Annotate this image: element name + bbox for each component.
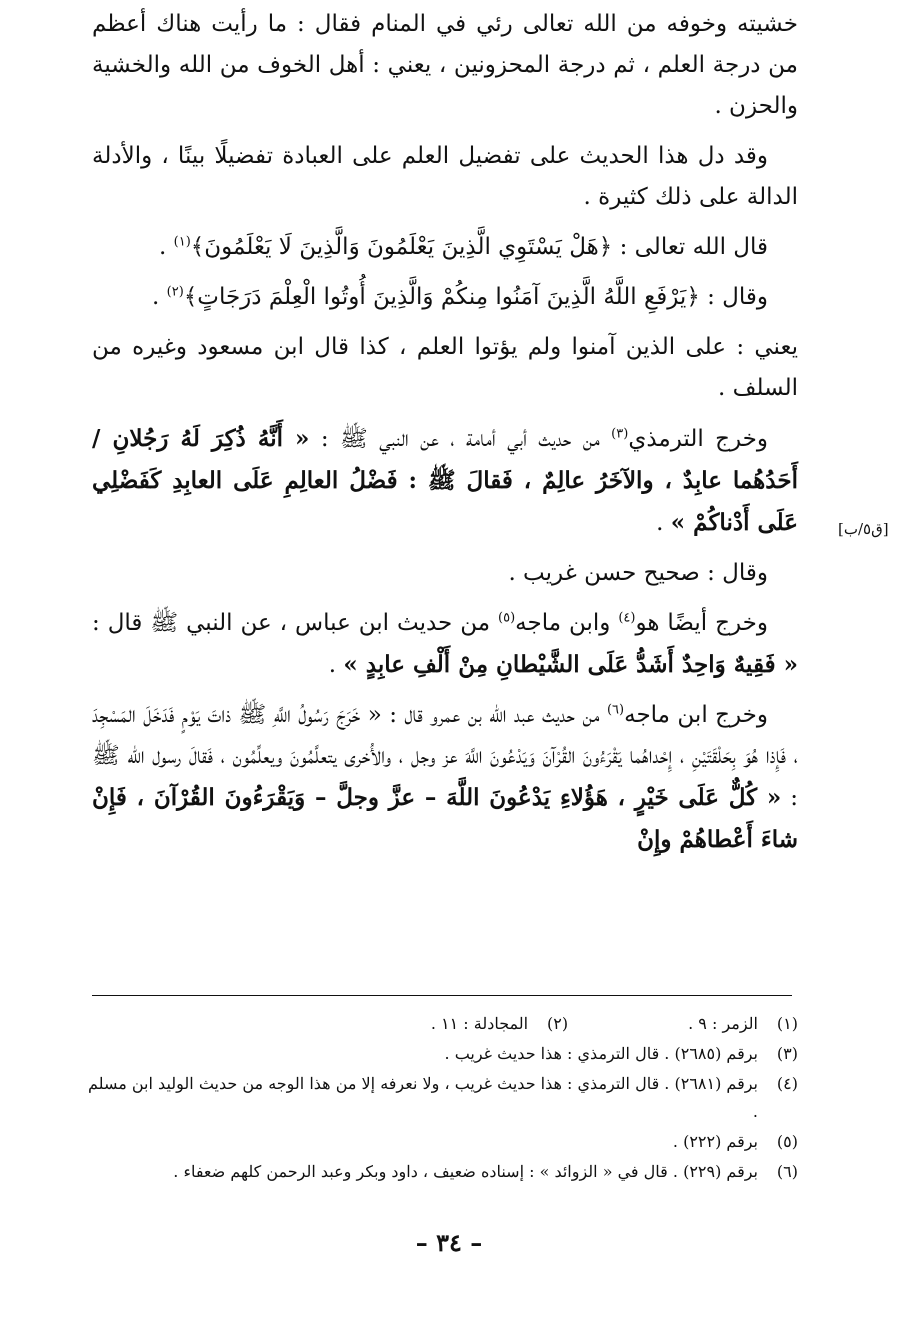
footnote-number: (١) <box>776 1014 798 1033</box>
manuscript-folio-marker: [ق٥/ب] <box>838 520 889 538</box>
footnote <box>88 1128 798 1156</box>
hadith-quote: « كُلٌّ عَلَى خَيْرٍ ، هَؤُلاءِ يَدْعُونَ اللَّهَ – عزَّ وجلَّ – وَيَقْرَءُونَ القُرْآنَ ، فَإِنْ شاءَ أَعْطاهُمْ وإِنْ <box>92 784 798 853</box>
hadith-quote: « أَنَّهُ ذُكِرَ لَهُ رَجُلانِ / أَحَدُهُما عابِدٌ ، والآخَرُ عالِمٌ ، فَقالَ ﷺ : فَضْلُ العالِمِ عَلَى العابِدِ كَفَضْلِي عَلَى أَدْناكُمْ » <box>92 425 798 536</box>
hadith-quote: « فَقِيهٌ وَاحِدٌ أَشَدُّ عَلَى الشَّيْطانِ مِنْ أَلْفِ عابِدٍ » <box>343 651 798 678</box>
paragraph <box>92 695 798 861</box>
text-run: من حديث أبي أمامة ، عن النبي ﷺ : <box>309 426 612 452</box>
paragraph <box>92 4 798 127</box>
text-run: من حديث ابن عباس ، عن النبي ﷺ قال : <box>92 610 498 636</box>
paragraph <box>92 418 798 544</box>
text-run: ﴿هَلْ يَسْتَوِي الَّذِينَ يَعْلَمُونَ وَالَّذِينَ لَا يَعْلَمُونَ﴾ <box>190 234 613 260</box>
footnote-ref: (٤) <box>618 610 636 626</box>
footnote <box>88 1040 798 1068</box>
footnote-number: (٦) <box>776 1162 798 1181</box>
footnotes <box>88 1010 798 1188</box>
footnote-row <box>88 1010 798 1038</box>
footnote-ref: (٢) <box>166 284 184 300</box>
text-run: وخرج الترمذي <box>628 426 768 452</box>
footnote-ref: (١) <box>173 234 191 250</box>
footnote-text: برقم (٢٢٢) . <box>672 1132 758 1151</box>
footnote-text: المجادلة : ١١ . <box>430 1014 529 1033</box>
footnote-ref: (٦) <box>606 702 625 718</box>
footnote <box>431 1010 568 1038</box>
text-run: وقد دل هذا الحديث على تفضيل العلم على العبادة تفضيلًا بينًا ، والأدلة الدالة على ذلك كثيرة . <box>92 143 798 210</box>
paragraph <box>92 603 798 686</box>
footnote-separator <box>92 995 792 996</box>
footnote-number: (٤) <box>776 1074 798 1093</box>
text-run: . <box>328 652 344 678</box>
text-run: . <box>152 284 167 310</box>
footnote <box>88 1158 798 1186</box>
footnote <box>688 1010 798 1038</box>
paragraph <box>92 136 798 218</box>
text-run: وخرج ابن ماجه <box>624 702 768 728</box>
footnote-text: برقم (٢٦٨١) . قال الترمذي : هذا حديث غريب ، ولا نعرفه إلا من هذا الوجه من حديث الوليد ابن مسلم . <box>88 1074 758 1121</box>
paragraph <box>92 227 798 268</box>
footnote-ref: (٥) <box>498 610 516 626</box>
footnote-number: (٢) <box>547 1014 569 1033</box>
footnote <box>88 1070 798 1126</box>
text-run: من حديث عبد الله بن عمرو قال : « خَرَجَ رَسُولُ اللَّهِ ﷺ ذاتَ يَوْمٍ فَدَخَلَ المَسْجِدَ ، فَإِذا هُوَ بِحَلْقَتَيْنِ ، إِحْداهُما يَقْرَءُونَ القُرْآنَ وَيَدْعُونَ اللَّهَ عز وجل ، والأُخرى يتعلَّمُونَ ويعلِّمُون ، فَقالَ رسول الله ﷺ : <box>92 702 799 811</box>
footnote-text: الزمر : ٩ . <box>688 1014 758 1033</box>
paragraph <box>92 277 798 318</box>
text-run: قال الله تعالى : <box>612 234 768 260</box>
text-run: ﴿يَرْفَعِ اللَّهُ الَّذِينَ آمَنُوا مِنكُمْ وَالَّذِينَ أُوتُوا الْعِلْمَ دَرَجَاتٍ﴾ <box>183 284 700 310</box>
text-run: وابن ماجه <box>515 610 619 636</box>
footnote-number: (٣) <box>776 1044 798 1063</box>
main-text <box>92 4 798 870</box>
paragraph <box>92 553 798 594</box>
text-run: . <box>656 510 671 536</box>
paragraph <box>92 327 798 409</box>
text-run: وخرج أيضًا هو <box>635 610 768 636</box>
text-run: خشيته وخوفه من الله تعالى رئي في المنام فقال : ما رأيت هناك أعظم من درجة العلم ، ثم درجة المحزونين ، يعني : أهل الخوف من الله والخشية والحزن . <box>92 11 798 119</box>
footnote-text: برقم (٢٢٩) . قال في « الزوائد » : إسناده ضعيف ، داود وبكر وعبد الرحمن كلهم ضعفاء . <box>173 1162 758 1181</box>
footnote-text: برقم (٢٦٨٥) . قال الترمذي : هذا حديث غريب . <box>444 1044 758 1063</box>
footnote-number: (٥) <box>776 1132 798 1151</box>
text-run: يعني : على الذين آمنوا ولم يؤتوا العلم ، كذا قال ابن مسعود وغيره من السلف . <box>92 334 798 401</box>
text-run: وقال : <box>699 284 768 310</box>
text-run: وقال : صحيح حسن غريب . <box>508 560 768 586</box>
footnote-ref: (٣) <box>611 426 629 442</box>
page-number: – ٣٤ – <box>415 1228 483 1257</box>
text-run: . <box>159 234 174 260</box>
